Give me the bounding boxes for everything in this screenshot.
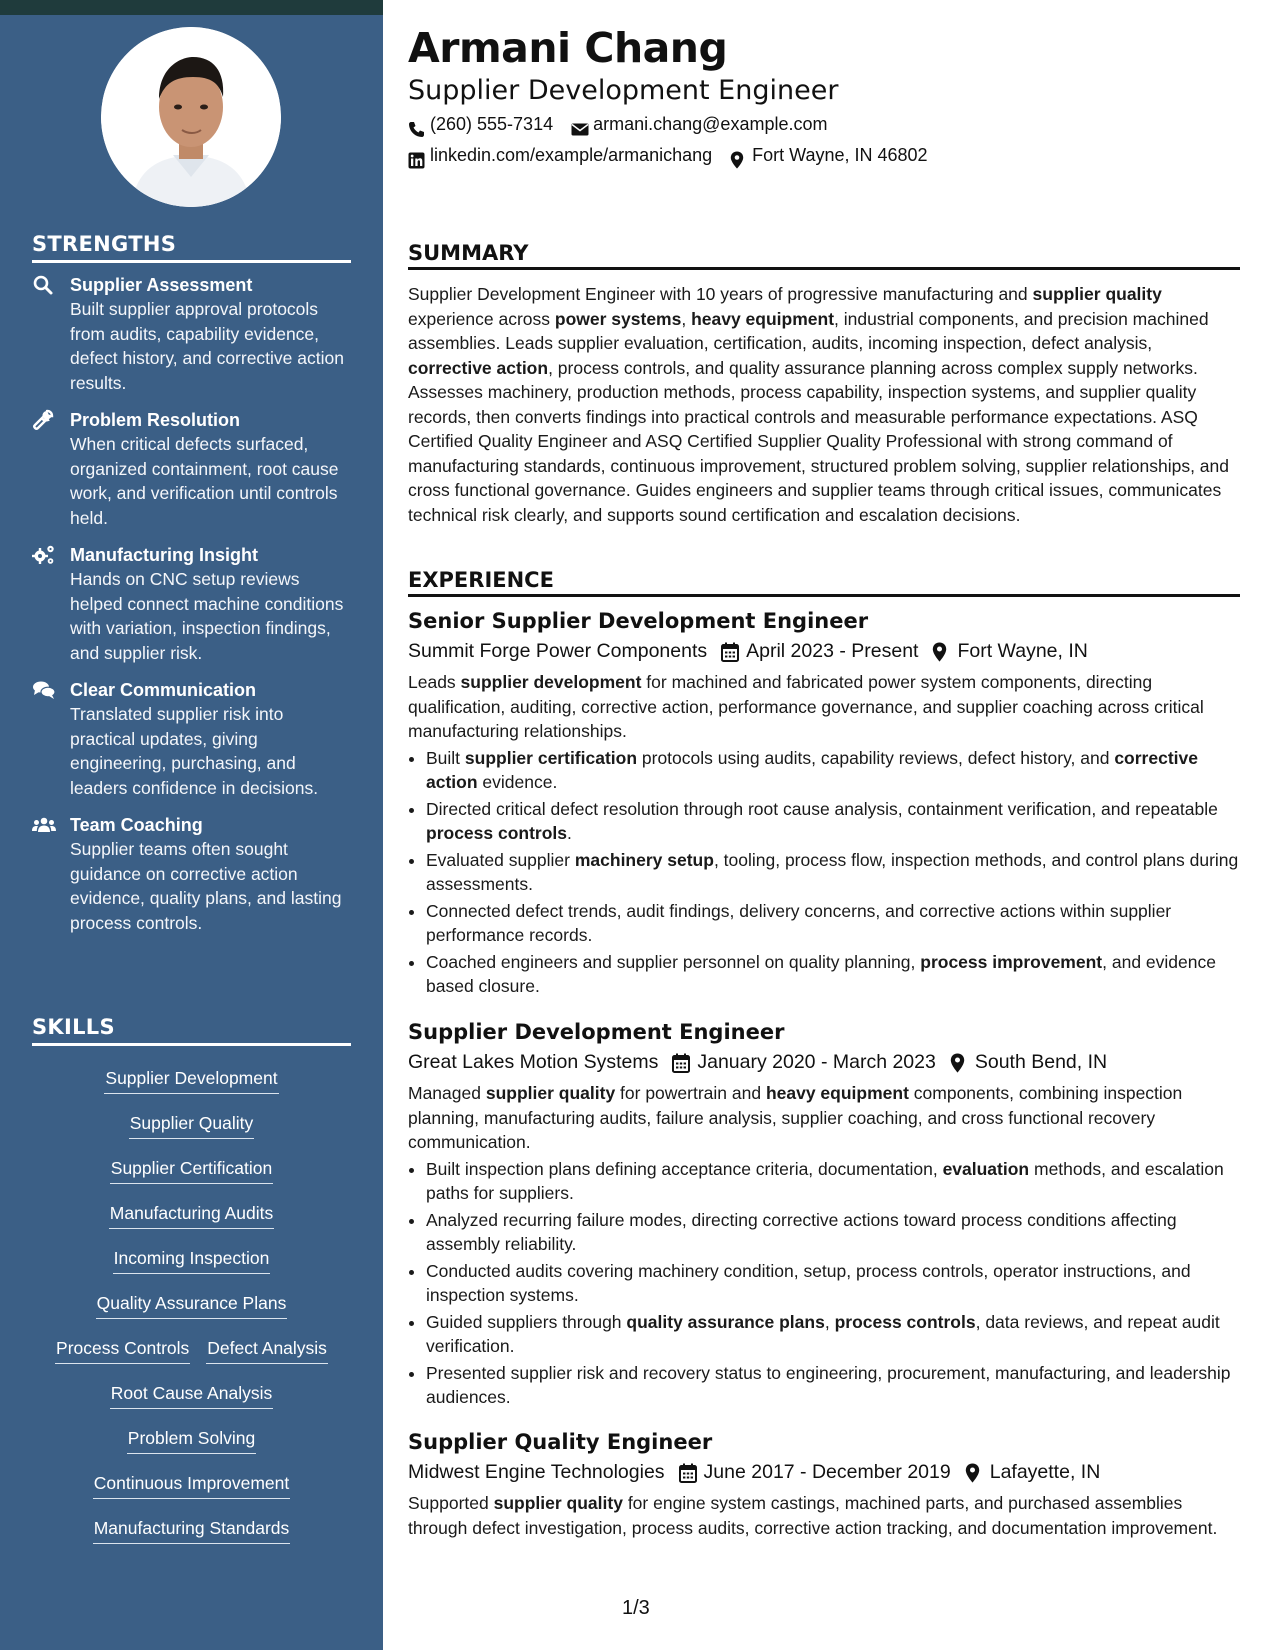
strength-item	[32, 408, 352, 530]
team-icon	[32, 814, 56, 836]
strengths-list	[32, 273, 352, 948]
strength-title: Clear Communication	[70, 680, 257, 700]
search-icon	[32, 274, 56, 296]
job-bullet: • Guided suppliers through quality assurance plans, process controls, data reviews, and repeat audit verification.	[426, 1310, 1240, 1359]
experience-heading: EXPERIENCE	[408, 568, 1240, 597]
summary-text: Supplier Development Engineer with 10 years of progressive manufacturing and supplier quality experience across power systems, heavy equipment, industrial components, and precision machined assemblies. Leads supplier evaluation, certification, audits, incoming inspection, defect analysis, corrective action, process controls, and quality assurance planning across complex supply networks. Assesses machinery, production methods, process capability, inspection systems, and supplier quality records, then converts findings into practical controls and measurable performance expectations. ASQ Certified Quality Engineer and ASQ Certified Supplier Quality Professional with strong command of manufacturing standards, continuous improvement, structured problem solving, supplier relationships, and cross functional governance. Guides engineers and supplier teams through critical issues, communicates technical risk clearly, and supports sound certification and escalation decisions.	[408, 284, 1229, 525]
summary-heading: SUMMARY	[408, 241, 1240, 270]
chat-icon	[32, 679, 56, 701]
job-company: Midwest Engine Technologies	[408, 1461, 665, 1483]
job-company: Summit Forge Power Components	[408, 640, 708, 662]
job-description: Leads supplier development for machined and fabricated power system components, directing qualification, auditing, corrective action, performance governance, and supplier coaching across critical manufacturing relationships.	[408, 672, 1204, 741]
sidebar	[0, 15, 383, 1650]
skill-tag: Supplier Quality	[129, 1110, 255, 1139]
map-pin-icon	[730, 147, 747, 164]
job-entry	[408, 1017, 1240, 1412]
skill-tag: Manufacturing Audits	[109, 1200, 274, 1229]
job-title: Supplier Development Engineer	[408, 1020, 785, 1044]
calendar-icon	[672, 1052, 690, 1072]
job-bullet: • Conducted audits covering machinery condition, setup, process controls, operator instructions, and inspection systems.	[426, 1259, 1240, 1308]
resume-header	[408, 22, 1240, 171]
page-number: 1/3	[622, 1597, 650, 1619]
strength-title: Team Coaching	[70, 815, 203, 835]
skill-tag: Problem Solving	[127, 1425, 256, 1454]
skill-tag: Process Controls	[55, 1335, 190, 1364]
map-pin-icon	[965, 1462, 983, 1482]
job-company: Great Lakes Motion Systems	[408, 1051, 659, 1073]
location-text: Fort Wayne, IN 46802	[752, 145, 928, 165]
strength-item	[32, 273, 352, 395]
job-title: Supplier Quality Engineer	[408, 1430, 713, 1454]
job-title: Senior Supplier Development Engineer	[408, 609, 869, 633]
top-accent-strip	[0, 0, 383, 15]
job-dates: June 2017 - December 2019	[703, 1461, 951, 1483]
linkedin-contact[interactable]	[408, 139, 712, 171]
job-dates: January 2020 - March 2023	[697, 1051, 936, 1073]
skills-heading: SKILLS	[32, 1015, 351, 1046]
location-contact	[730, 139, 927, 171]
job-entry	[408, 606, 1240, 1001]
strength-item	[32, 678, 352, 800]
candidate-name: Armani Chang	[408, 24, 728, 72]
skill-tag: Incoming Inspection	[113, 1245, 271, 1274]
job-bullet: • Presented supplier risk and recovery status to engineering, procurement, manufacturing, and leadership audiences.	[426, 1361, 1240, 1410]
skill-tag: Continuous Improvement	[93, 1470, 291, 1499]
skill-tag: Supplier Development	[104, 1065, 278, 1094]
gears-icon	[32, 544, 56, 566]
phone-contact	[408, 108, 553, 140]
strength-title: Problem Resolution	[70, 410, 241, 430]
job-bullet: • Evaluated supplier machinery setup, tooling, process flow, inspection methods, and control plans during assessments.	[426, 848, 1240, 897]
job-bullet: • Coached engineers and supplier personnel on quality planning, process improvement, and evidence based closure.	[426, 950, 1240, 999]
strengths-heading: STRENGTHS	[32, 232, 351, 263]
profile-photo	[101, 27, 281, 207]
skill-tag: Quality Assurance Plans	[96, 1290, 288, 1319]
strength-title: Supplier Assessment	[70, 275, 253, 295]
skills-list	[32, 1065, 351, 1560]
candidate-role: Supplier Development Engineer	[408, 75, 839, 106]
strength-desc: When critical defects surfaced, organized containment, root cause work, and verification until controls held.	[70, 434, 339, 528]
wrench-icon	[32, 409, 56, 431]
email-text: armani.chang@example.com	[593, 114, 828, 134]
linkedin-icon	[408, 147, 425, 164]
job-location: South Bend, IN	[974, 1051, 1108, 1073]
job-location: Fort Wayne, IN	[957, 640, 1088, 662]
job-description: Managed supplier quality for powertrain and heavy equipment components, combining inspection planning, manufacturing audits, failure analysis, supplier coaching, and cross functional recovery communication.	[408, 1083, 1183, 1152]
map-pin-icon	[932, 641, 950, 661]
job-bullet: • Built supplier certification protocols using audits, capability reviews, defect history, and corrective action evidence.	[426, 746, 1240, 795]
job-bullet: • Analyzed recurring failure modes, directing corrective actions toward process conditions affecting assembly reliability.	[426, 1208, 1240, 1257]
job-description: Supported supplier quality for engine system castings, machined parts, and purchased assemblies through defect investigation, process audits, corrective action tracking, and documentation improvement.	[408, 1493, 1218, 1538]
strength-item	[32, 813, 352, 935]
job-bullets	[408, 1157, 1240, 1410]
job-entry	[408, 1427, 1240, 1542]
phone-text: (260) 555-7314	[430, 114, 554, 134]
job-bullet: • Directed critical defect resolution through root cause analysis, containment verification, and repeatable process controls.	[426, 797, 1240, 846]
job-dates: April 2023 - Present	[746, 640, 919, 662]
job-location: Lafayette, IN	[989, 1461, 1101, 1483]
envelope-icon	[571, 116, 588, 133]
linkedin-text: linkedin.com/example/armanichang	[430, 145, 713, 165]
job-bullet: • Connected defect trends, audit findings, delivery concerns, and corrective actions within supplier performance records.	[426, 899, 1240, 948]
strength-desc: Supplier teams often sought guidance on corrective action evidence, quality plans, and lasting process controls.	[70, 839, 342, 933]
strength-desc: Built supplier approval protocols from audits, capability evidence, defect history, and corrective action results.	[70, 299, 344, 393]
calendar-icon	[679, 1462, 697, 1482]
skill-tag: Defect Analysis	[206, 1335, 328, 1364]
strength-title: Manufacturing Insight	[70, 545, 258, 565]
skill-tag: Root Cause Analysis	[110, 1380, 273, 1409]
skill-tag: Manufacturing Standards	[93, 1515, 291, 1544]
strength-desc: Hands on CNC setup reviews helped connect machine conditions with variation, inspection findings, and supplier risk.	[70, 569, 344, 663]
job-bullet: • Built inspection plans defining acceptance criteria, documentation, evaluation methods, and escalation paths for suppliers.	[426, 1157, 1240, 1206]
phone-icon	[408, 116, 425, 133]
email-contact[interactable]	[571, 108, 827, 140]
skill-tag: Supplier Certification	[110, 1155, 273, 1184]
map-pin-icon	[950, 1052, 968, 1072]
job-bullets	[408, 746, 1240, 999]
strength-desc: Translated supplier risk into practical updates, giving engineering, purchasing, and leaders confidence in decisions.	[70, 704, 319, 798]
strength-item	[32, 543, 352, 665]
calendar-icon	[721, 641, 739, 661]
